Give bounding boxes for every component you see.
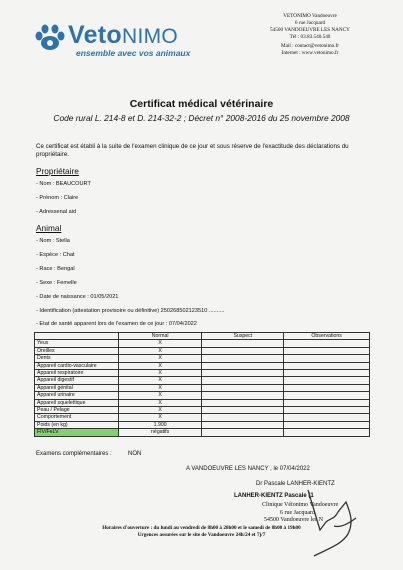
exam-cell: X [118, 347, 202, 354]
exam-table-row [35, 362, 370, 369]
stamp-line-3: 6 rue Jacquard [280, 510, 315, 516]
exam-cell: X [118, 377, 202, 384]
exam-item-name: Appareil génital [35, 384, 119, 391]
exam-item-name: Appareil digestif [35, 377, 119, 384]
exam-cell [284, 384, 370, 391]
complementary-value: NON [128, 451, 142, 457]
doctor-name: Dr Pascale LANHER-KIENTZ [256, 481, 335, 487]
animal-etat: - Etat de santé apparent lors de l'examen de ce jour : 07/04/2022 [36, 321, 197, 327]
stamp-line-4: 54500 Vandoeuvre les N [264, 517, 324, 523]
org-name: VETONIMO Vandoeuvre [283, 13, 337, 19]
exam-cell [284, 429, 370, 436]
exam-item-name: Appareil cardio-vasculaire [35, 362, 119, 369]
exam-cell: X [118, 392, 202, 399]
exam-cell [284, 370, 370, 377]
exam-cell [284, 399, 370, 406]
org-mail: Mail : contact@vetonimo.fr [281, 43, 339, 49]
exam-table [34, 332, 370, 437]
exam-cell [202, 370, 284, 377]
animal-espece: - Espèce : Chat [36, 252, 75, 258]
exam-table-row [35, 429, 370, 436]
exam-cell [202, 407, 284, 414]
exam-table-row [35, 407, 370, 414]
intro-paragraph: Ce certificat est établi à la suite de l'examen clinique de ce jour et sous réserve de l'exactitude des déclarations du propriétaire. [36, 143, 349, 158]
exam-cell [202, 399, 284, 406]
exam-item-name: Peau / Pelage [35, 407, 119, 414]
exam-table-row [35, 377, 370, 384]
place-date: A VANDOEUVRE LES NANCY , le 07/04/2022 [186, 466, 310, 472]
exam-table-row [35, 370, 370, 377]
exam-table-row [35, 340, 370, 347]
exam-table-header [35, 333, 370, 340]
exam-header-cell: Suspect [202, 333, 284, 340]
exam-cell [202, 414, 284, 421]
exam-header-cell: Observations [284, 333, 370, 340]
exam-cell [202, 392, 284, 399]
animal-heading: Animal [36, 223, 62, 233]
footer-urgences: Urgences assurées sur le site de Vandoeuvre 24h/24 et 7j/7 [137, 532, 266, 538]
owner-adresse: - Adressenal aid [36, 209, 77, 215]
brand-name: VetoNIMO [68, 21, 179, 49]
exam-table-row [35, 399, 370, 406]
exam-table-row [35, 384, 370, 391]
owner-heading: Propriétaire [36, 166, 79, 176]
exam-cell [284, 392, 370, 399]
exam-item-name: Comportement [35, 414, 119, 421]
exam-item-name: Appareil squelettique [35, 399, 119, 406]
exam-item-name: Poids (en kg) [35, 421, 119, 428]
exam-cell [202, 362, 284, 369]
exam-cell: X [118, 340, 202, 347]
exam-cell [284, 421, 370, 428]
exam-cell: X [118, 362, 202, 369]
exam-item-name: Appareil respiratoire [35, 370, 119, 377]
animal-sexe: - Sexe : Femelle [36, 280, 77, 286]
exam-cell [284, 407, 370, 414]
exam-cell [202, 377, 284, 384]
exam-cell: négatifs [118, 429, 202, 436]
org-street: 6 rue Jacquard [294, 20, 326, 26]
exam-cell: X [118, 384, 202, 391]
exam-table-row [35, 355, 370, 362]
org-web: Internet : www.vetonimo.fr [281, 50, 339, 56]
exam-table-row [35, 392, 370, 399]
exam-cell [202, 340, 284, 347]
exam-cell: X [118, 414, 202, 421]
exam-item-name: Oreilles [35, 347, 119, 354]
brand-tagline: ensemble avec vos animaux [76, 48, 191, 58]
footer-hours: Horaires d'ouverture : du lundi au vendredi de 8h00 à 20h00 et le samedi de 8h00 à 19h00 [102, 525, 301, 531]
exam-cell [202, 384, 284, 391]
owner-nom: - Nom : BEAUCOURT [36, 181, 91, 187]
exam-cell [202, 429, 284, 436]
org-city: 54500 VANDOEUVRE LES NANCY [270, 27, 350, 33]
animal-nom: - Nom : Stella [36, 238, 70, 244]
stamp-line-2: Clinique Vétonimo Vandoeuvre [262, 502, 339, 508]
exam-item-name: Dents [35, 355, 119, 362]
exam-table-row [35, 421, 370, 428]
handwritten-signature [290, 482, 370, 562]
exam-header-cell [35, 333, 119, 340]
paw-logo-icon [33, 24, 67, 52]
exam-cell: X [118, 407, 202, 414]
exam-table-row [35, 414, 370, 421]
animal-identification: - Identification (attestation provisoire ou définitive) 250268502123510 .......... [36, 308, 225, 314]
exam-cell [284, 377, 370, 384]
exam-item-name: Yeux [35, 340, 119, 347]
exam-cell [284, 414, 370, 421]
exam-header-cell: Normal [118, 333, 202, 340]
exam-cell [284, 340, 370, 347]
document-title: Certificat médical vétérinaire [129, 98, 274, 110]
document-subtitle: Code rural L. 214-8 et D. 214-32-2 ; Décret n° 2008-2016 du 25 novembre 2008 [53, 113, 350, 123]
exam-cell [284, 347, 370, 354]
owner-prenom: - Prénom : Claire [36, 195, 79, 201]
exam-cell [284, 362, 370, 369]
animal-naissance: - Date de naissance : 01/05/2021 [36, 294, 119, 300]
stamp-line-1: LANHER-KIENTZ Pascale (1 [234, 493, 314, 499]
exam-item-name: Appareil urinaire [35, 392, 119, 399]
exam-cell [284, 355, 370, 362]
exam-cell: X [118, 370, 202, 377]
exam-table-row [35, 347, 370, 354]
org-tel: Tél : 03.83.540.540 [289, 34, 331, 40]
exam-cell: X [118, 355, 202, 362]
exam-cell [202, 347, 284, 354]
exam-cell [202, 355, 284, 362]
exam-item-name: FIV/FeLV [35, 429, 119, 436]
complementary-label: Examens complémentaires : [36, 451, 112, 457]
exam-cell [202, 421, 284, 428]
exam-cell: 1.900 [118, 421, 202, 428]
exam-cell: X [118, 399, 202, 406]
animal-race: - Race : Bengal [36, 266, 75, 272]
